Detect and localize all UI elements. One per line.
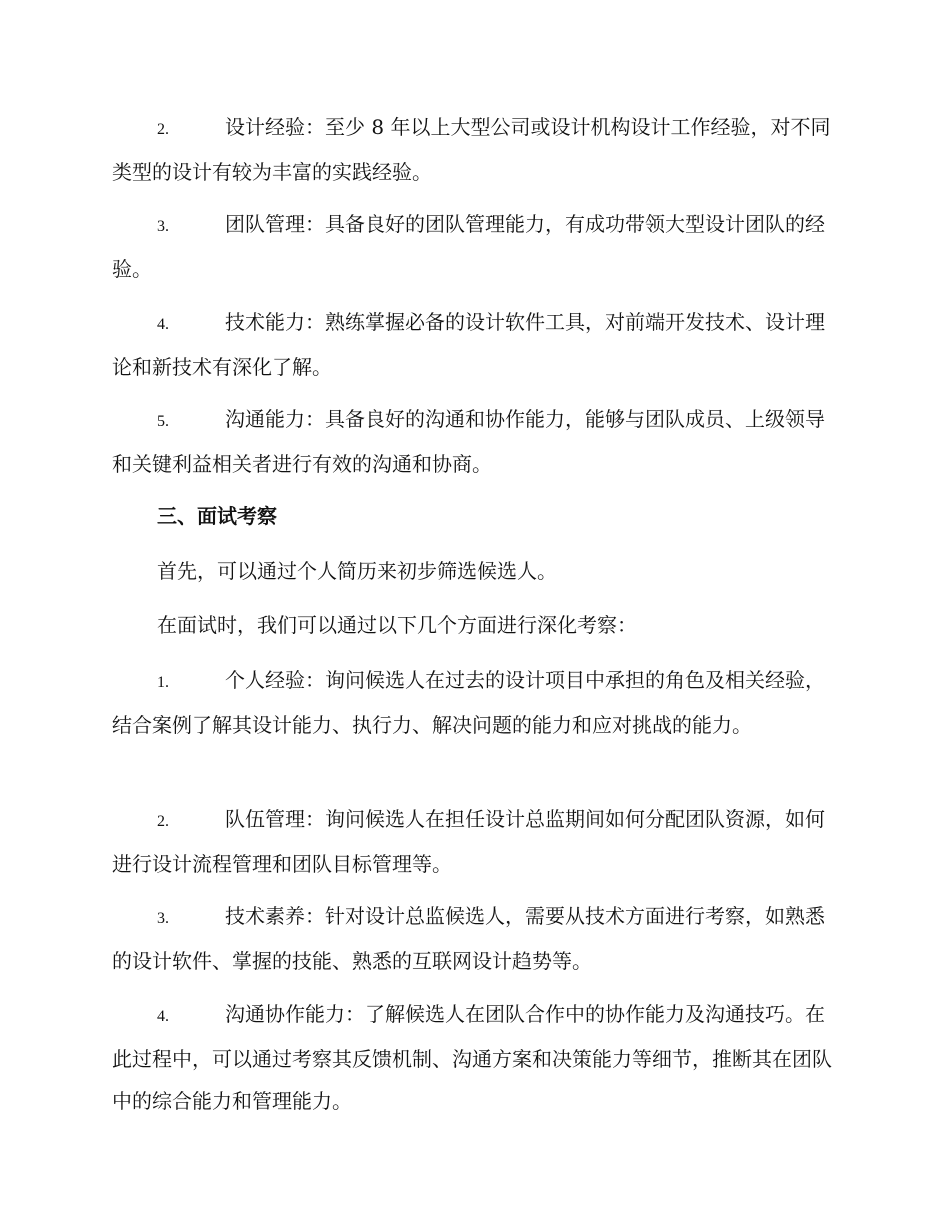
list-item-text: 沟通协作能力：了解候选人在团队合作中的协作能力及沟通技巧。在此过程中，可以通过考察其反馈机制、沟通方案和决策能力等细节，推断其在团队中的综合能力和管理能力。 — [112, 1002, 832, 1113]
list-number: 5. — [157, 413, 169, 430]
list-number: 3. — [157, 910, 169, 927]
list-item — [112, 993, 837, 1122]
list-number: 2. — [157, 813, 169, 830]
list-item-text: 沟通能力：具备良好的沟通和协作能力，能够与团队成员、上级领导和关键利益相关者进行有效的沟通和协商。 — [112, 407, 825, 476]
list-number: 4. — [157, 1008, 169, 1025]
list-item — [112, 301, 837, 388]
list-item-text: 团队管理：具备良好的团队管理能力，有成功带领大型设计团队的经验。 — [112, 212, 825, 281]
list-number: 4. — [157, 316, 169, 333]
list-number: 2. — [157, 121, 169, 138]
paragraph: 在面试时，我们可以通过以下几个方面进行深化考察： — [157, 613, 637, 637]
list-number: 3. — [157, 218, 169, 235]
list-item-text: 个人经验：询问候选人在过去的设计项目中承担的角色及相关经验，结合案例了解其设计能力、执行力、解决问题的能力和应对挑战的能力。 — [112, 668, 825, 737]
paragraph: 首先，可以通过个人简历来初步筛选候选人。 — [157, 559, 557, 583]
list-item — [112, 798, 837, 885]
list-item — [112, 106, 837, 193]
list-item — [112, 398, 837, 485]
list-number: 1. — [157, 674, 169, 691]
list-item-text: 设计经验：至少 8 年以上大型公司或设计机构设计工作经验，对不同类型的设计有较为丰富的实践经验。 — [112, 115, 831, 184]
section-heading: 三、面试考察 — [157, 504, 277, 528]
list-item-text: 队伍管理：询问候选人在担任设计总监期间如何分配团队资源，如何进行设计流程管理和团队目标管理等。 — [112, 807, 825, 876]
list-item-text: 技术能力：熟练掌握必备的设计软件工具，对前端开发技术、设计理论和新技术有深化了解。 — [112, 310, 825, 379]
list-item-text: 技术素养：针对设计总监候选人，需要从技术方面进行考察，如熟悉的设计软件、掌握的技能、熟悉的互联网设计趋势等。 — [112, 904, 825, 973]
list-item — [112, 203, 837, 290]
list-item — [112, 895, 837, 982]
list-item — [112, 659, 837, 746]
